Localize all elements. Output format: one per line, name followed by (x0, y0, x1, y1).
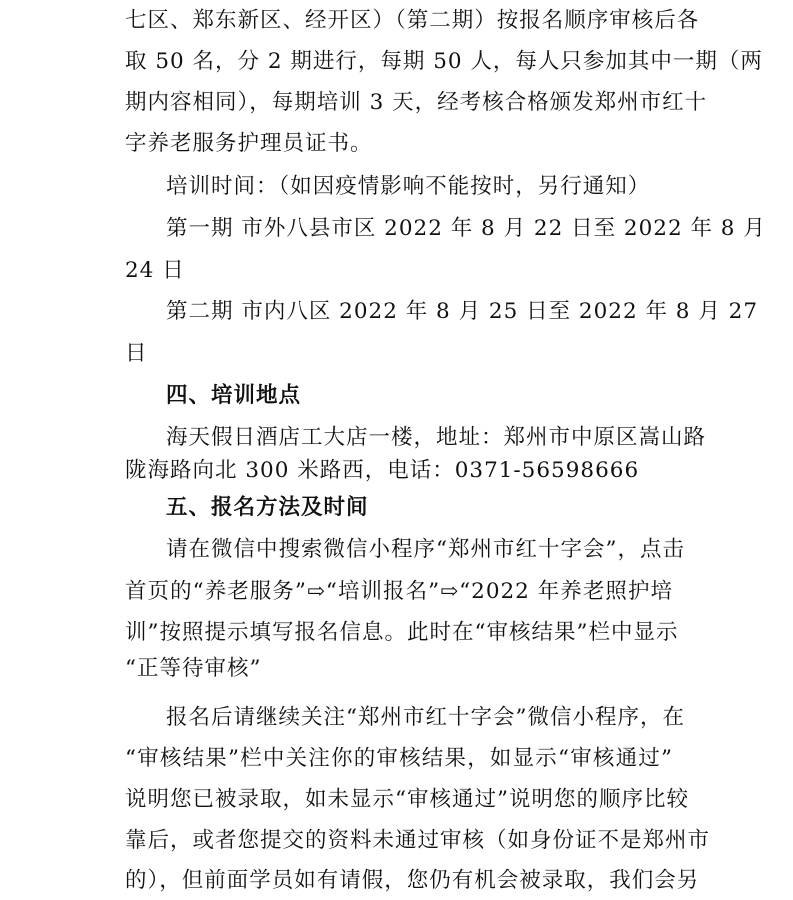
registration-line: “正等待审核” (125, 656, 262, 681)
training-time-label: 培训时间：（如因疫情影响不能按时，另行通知） (166, 174, 651, 199)
followup-line: 说明您已被录取，如未显示“审核通过”说明您的顺序比较 (125, 787, 689, 812)
followup-line: 的），但前面学员如有请假，您仍有机会被录取，我们会另 (125, 868, 700, 893)
section-heading-location: 四、培训地点 (166, 383, 302, 408)
location-line: 陇海路向北 300 米路西，电话：0371-56598666 (125, 458, 640, 483)
registration-line: 训”按照提示填写报名信息。此时在“审核结果”栏中显示 (125, 620, 679, 645)
paragraph-line: 字养老服务护理员证书。 (125, 131, 373, 156)
location-line: 海天假日酒店工大店一楼，地址：郑州市中原区嵩山路 (166, 425, 707, 450)
phase-two-line: 第二期 市内八区 2022 年 8 月 25 日至 2022 年 8 月 27 (166, 299, 759, 324)
phase-one-line: 第一期 市外八县市区 2022 年 8 月 22 日至 2022 年 8 月 (166, 216, 766, 241)
followup-line: 靠后，或者您提交的资料未通过审核（如身份证不是郑州市 (125, 828, 711, 853)
section-heading-registration: 五、报名方法及时间 (166, 495, 369, 520)
paragraph-line: 期内容相同），每期培训 3 天，经考核合格颁发郑州市红十 (125, 90, 708, 115)
phase-one-line-end: 24 日 (125, 258, 185, 283)
followup-line: “审核结果”栏中关注你的审核结果，如显示“审核通过” (125, 746, 673, 771)
phase-two-line-end: 日 (125, 341, 148, 366)
paragraph-line: 七区、郑东新区、经开区）（第二期）按报名顺序审核后各 (125, 8, 700, 33)
registration-line: 首页的“养老服务”⇨“培训报名”⇨“2022 年养老照护培 (125, 579, 673, 604)
paragraph-line: 取 50 名，分 2 期进行，每期 50 人，每人只参加其中一期（两 (125, 49, 763, 74)
followup-line: 报名后请继续关注“郑州市红十字会”微信小程序，在 (166, 705, 685, 730)
registration-line: 请在微信中搜索微信小程序“郑州市红十字会”，点击 (166, 537, 685, 562)
